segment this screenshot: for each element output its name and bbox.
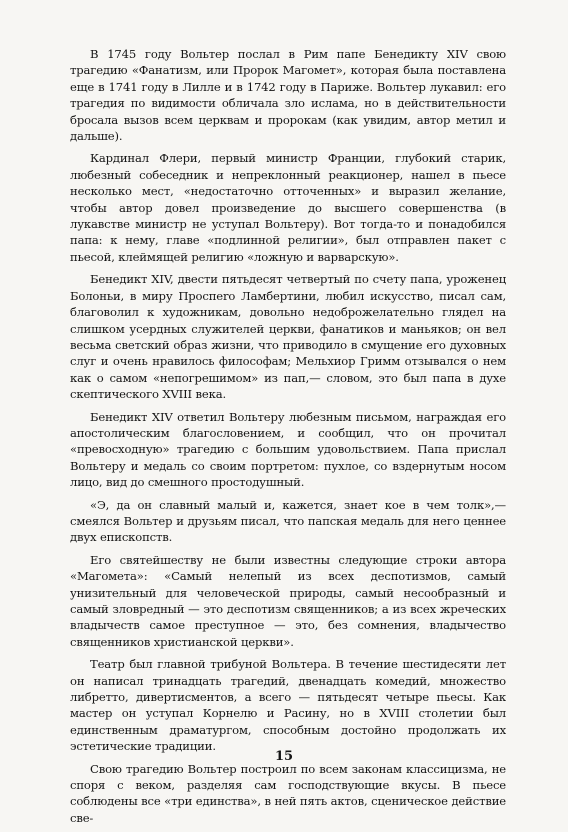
paragraph-4: Бенедикт XIV ответил Вольтеру любезным письмом, награждая его апостолическим благословением, и сообщил, что он прочитал «превосходную» трагедию с большим удовольствием. Папа прислал Вольтеру и медаль со своим портретом: пухлое, со вздернутым носом лицо, вид до смешного простодушный. — [70, 409, 506, 490]
paragraph-5: «Э, да он славный малый и, кажется, знает кое в чем толк»,— смеялся Вольтер и друзьям писал, что папская медаль для него ценнее двух епископств. — [70, 497, 506, 545]
paragraph-3: Бенедикт XIV, двести пятьдесят четвертый по счету папа, уроженец Болоньи, в миру Проспero Ламбертини, любил искусство, писал сам, благоволил к художникам, довольно недоброжелательно глядел на слишком усердных служителей церкви, фанатиков и маньяков; он вел весьма светский образ жизни, что приводило в смущение его духовных слуг и очень нравилось философам; Мельхиор Гримм отзывался о нем как о самом «непогрешимом» из пап,— словом, это был папа в духе скептического XVIII века. — [70, 272, 506, 402]
paragraph-1: В 1745 году Вольтер послал в Рим папе Бенедикту XIV свою трагедию «Фанатизм, или Пророк Магомет», которая была поставлена еще в 1741 году в Лилле и в 1742 году в Париже. Вольтер лукавил: его трагедия по видимости обличала зло ислама, но в действительности бросала вызов всем церквам и пророкам (как увидим, автор метил и дальше). — [70, 47, 506, 144]
paragraph-8: Свою трагедию Вольтер построил по всем законам классицизма, не споря с веком, разделяя сам господствующие вкусы. В пьесе соблюдены все «три единства», в ней пять актов, сценическое действие све- — [70, 761, 506, 825]
paragraph-2: Кардинал Флери, первый министр Франции, глубокий старик, любезный собеседник и непреклонный реакционер, нашел в пьесе несколько мест, «недостаточно отточенных» и выразил желание, чтобы автор довел произведение до высшего совершенства (в лукавстве министр не уступал Вольтеру). Вот тогда-то и понадобился папа: к нему, главе «подлинной религии», был отправлен пакет с пьесой, клеймящей религию «ложную и варварскую». — [70, 151, 506, 264]
page-number: 15 — [274, 749, 294, 764]
body-text — [70, 46, 506, 832]
paragraph-6: Его святейшеству не были известны следующие строки автора «Магомета»: «Самый нелепый из всех деспотизмов, самый унизительный для человеческой природы, самый несообразный и самый зловредный — это деспотизм священников; а из всех жреческих владычеств самое преступное — это, без сомнения, владычество священников христианской церкви». — [70, 552, 506, 649]
paragraph-7: Театр был главной трибуной Вольтера. В течение шестидесяти лет он написал тринадцать трагедий, двенадцать комедий, множество либретто, дивертисментов, а всего — пятьдесят четыре пьесы. Как мастер он уступал Корнелю и Расину, но в XVIII столетии был единственным драматургом, способным достойно продолжать их эстетические традиции. — [70, 657, 506, 754]
